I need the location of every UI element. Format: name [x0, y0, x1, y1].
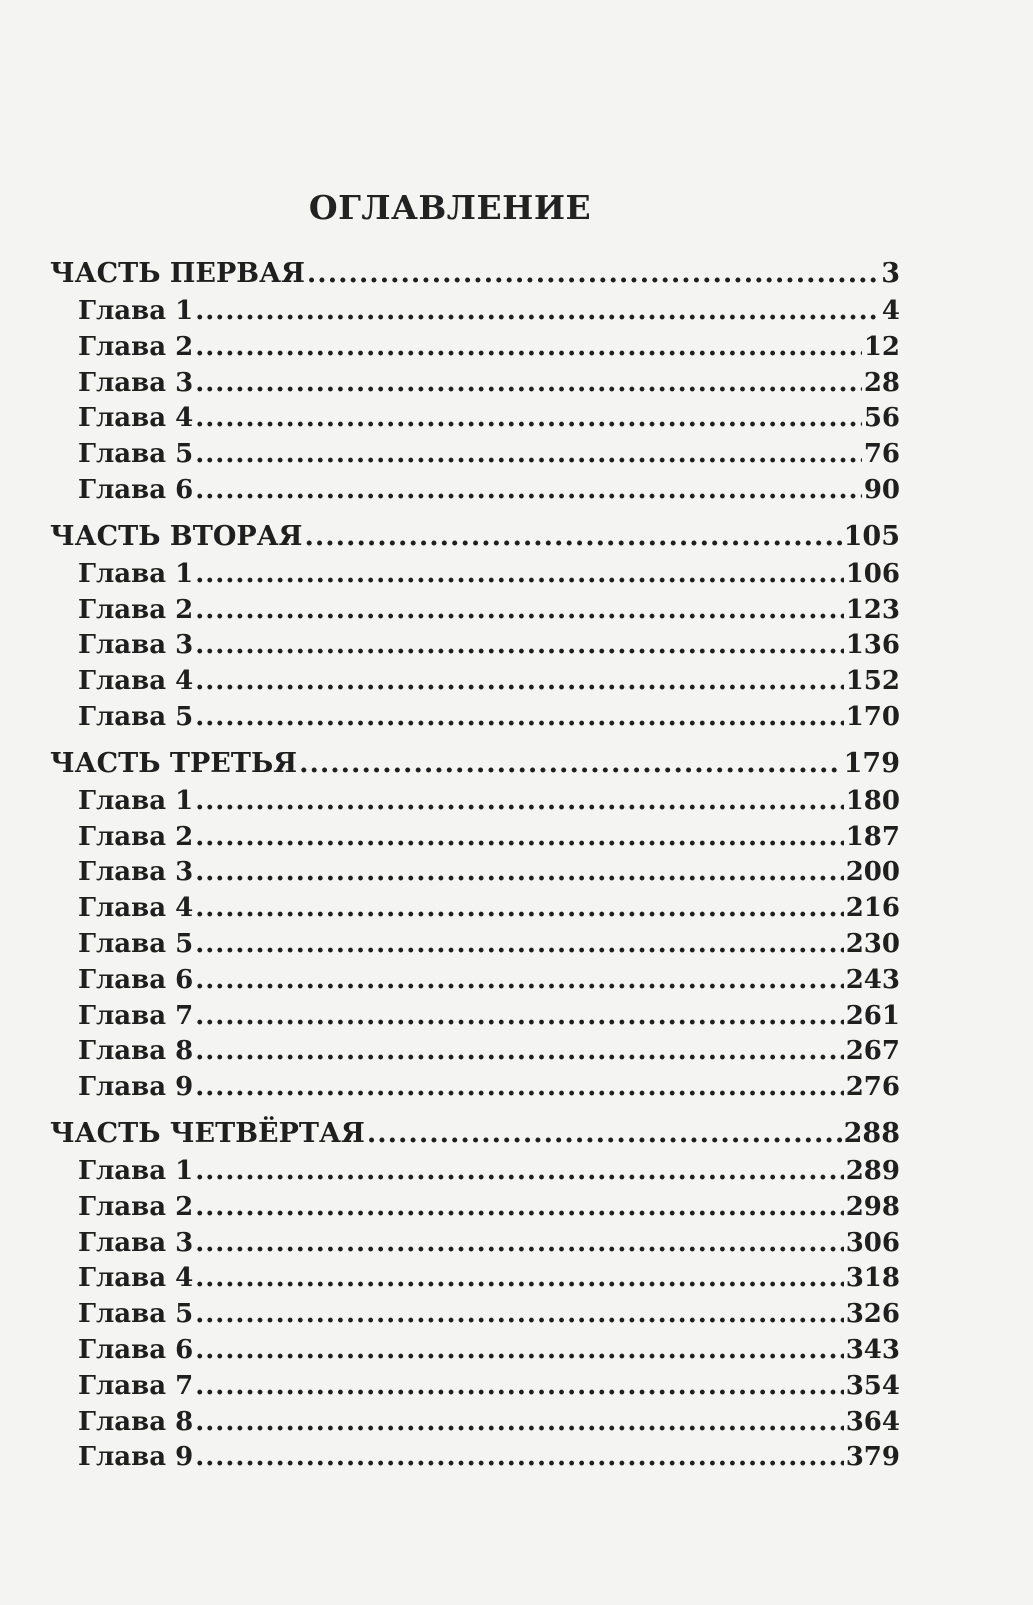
chapter-title: Глава 8	[78, 1406, 194, 1437]
dot-leader	[195, 475, 862, 505]
chapter-title: Глава 1	[78, 558, 194, 589]
toc-chapter-entry	[50, 786, 900, 822]
toc-chapter-entry	[50, 296, 900, 332]
table-of-contents	[50, 258, 900, 1478]
page-number: 216	[845, 893, 900, 924]
page-number: 90	[863, 474, 900, 505]
chapter-title: Глава 5	[78, 439, 194, 470]
dot-leader	[195, 1228, 844, 1258]
toc-chapter-entry	[50, 1299, 900, 1335]
toc-chapter-entry	[50, 1192, 900, 1228]
dot-leader	[195, 965, 844, 995]
toc-chapter-entry	[50, 893, 900, 929]
dot-leader	[195, 1407, 844, 1437]
toc-part	[50, 521, 900, 738]
chapter-title: Глава 3	[78, 1227, 194, 1258]
page-number: 306	[845, 1227, 900, 1258]
toc-chapter-entry	[50, 1407, 900, 1443]
toc-chapter-entry	[50, 368, 900, 404]
page-number: 200	[845, 857, 900, 888]
part-title: ЧАСТЬ ПЕРВАЯ	[50, 258, 305, 289]
chapter-title: Глава 9	[78, 1442, 194, 1473]
dot-leader	[195, 786, 844, 816]
chapter-title: Глава 5	[78, 928, 194, 959]
page-number: 288	[843, 1117, 900, 1149]
chapter-title: Глава 4	[78, 893, 194, 924]
page-number: 298	[845, 1191, 900, 1222]
page-number: 364	[845, 1406, 900, 1437]
page-number: 261	[845, 1000, 900, 1031]
dot-leader	[195, 1263, 844, 1293]
dot-leader	[195, 929, 844, 959]
toc-part-entry	[50, 258, 900, 296]
dot-leader	[195, 1192, 844, 1222]
chapter-title: Глава 3	[78, 630, 194, 661]
chapter-title: Глава 1	[78, 785, 194, 816]
page-number: 4	[881, 296, 900, 326]
dot-leader	[195, 403, 862, 433]
chapter-title: Глава 8	[78, 1036, 194, 1067]
page-number: 170	[845, 701, 900, 732]
dot-leader	[195, 1036, 844, 1066]
dot-leader	[195, 1442, 844, 1472]
chapter-title: Глава 7	[78, 1000, 194, 1031]
page-number: 354	[845, 1370, 900, 1401]
toc-chapter-entry	[50, 630, 900, 666]
dot-leader	[195, 666, 844, 696]
chapter-title: Глава 3	[78, 367, 194, 398]
page-number: 105	[843, 520, 900, 552]
dot-leader	[195, 1299, 844, 1329]
toc-chapter-entry	[50, 475, 900, 511]
chapter-title: Глава 9	[78, 1072, 194, 1103]
dot-leader	[299, 748, 842, 779]
toc-chapter-entry	[50, 666, 900, 702]
chapter-title: Глава 6	[78, 964, 194, 995]
dot-leader	[304, 521, 841, 552]
chapter-title: Глава 2	[78, 1191, 194, 1222]
page-number: 318	[845, 1263, 900, 1294]
toc-chapter-entry	[50, 1335, 900, 1371]
chapter-title: Глава 6	[78, 1334, 194, 1365]
toc-part-entry	[50, 748, 900, 786]
page-number: 187	[845, 821, 900, 852]
page-number: 243	[845, 964, 900, 995]
dot-leader	[195, 1001, 844, 1031]
toc-part-entry	[50, 1118, 900, 1156]
toc-chapter-entry	[50, 1072, 900, 1108]
part-title: ЧАСТЬ ЧЕТВЁРТАЯ	[50, 1117, 365, 1149]
chapter-title: Глава 1	[78, 1155, 194, 1186]
dot-leader	[195, 857, 844, 887]
toc-chapter-entry	[50, 965, 900, 1001]
dot-leader	[195, 630, 844, 660]
toc-chapter-entry	[50, 857, 900, 893]
dot-leader	[195, 822, 844, 852]
toc-chapter-entry	[50, 1156, 900, 1192]
page-number: 76	[863, 439, 900, 470]
toc-chapter-entry	[50, 1263, 900, 1299]
chapter-title: Глава 5	[78, 1299, 194, 1330]
chapter-title: Глава 3	[78, 857, 194, 888]
chapter-title: Глава 4	[78, 403, 194, 434]
part-title: ЧАСТЬ ВТОРАЯ	[50, 520, 303, 552]
chapter-title: Глава 2	[78, 331, 194, 362]
dot-leader	[195, 702, 844, 732]
toc-chapter-entry	[50, 559, 900, 595]
page-number: 106	[845, 558, 900, 589]
chapter-title: Глава 2	[78, 821, 194, 852]
toc-chapter-entry	[50, 929, 900, 965]
toc-chapter-entry	[50, 1036, 900, 1072]
toc-chapter-entry	[50, 439, 900, 475]
dot-leader	[307, 258, 879, 289]
page-title: ОГЛАВЛЕНИЕ	[308, 188, 592, 227]
page-number: 379	[845, 1442, 900, 1473]
dot-leader	[195, 893, 844, 923]
chapter-title: Глава 2	[78, 594, 194, 625]
page-number: 123	[845, 594, 900, 625]
dot-leader	[195, 296, 880, 326]
toc-chapter-entry	[50, 332, 900, 368]
page-number: 12	[863, 331, 900, 362]
page-number: 56	[863, 403, 900, 434]
toc-part	[50, 748, 900, 1108]
page-number: 230	[845, 928, 900, 959]
dot-leader	[195, 1072, 844, 1102]
dot-leader	[195, 1156, 844, 1186]
dot-leader	[195, 332, 862, 362]
chapter-title: Глава 7	[78, 1370, 194, 1401]
page-number: 136	[845, 630, 900, 661]
dot-leader	[195, 439, 862, 469]
toc-chapter-entry	[50, 702, 900, 738]
toc-part-entry	[50, 521, 900, 559]
toc-part	[50, 258, 900, 511]
page-number: 276	[845, 1072, 900, 1103]
page-number: 152	[845, 666, 900, 697]
page-number: 326	[845, 1299, 900, 1330]
dot-leader	[195, 368, 862, 398]
page-number: 28	[863, 367, 900, 398]
chapter-title: Глава 6	[78, 474, 194, 505]
chapter-title: Глава 4	[78, 666, 194, 697]
part-title: ЧАСТЬ ТРЕТЬЯ	[50, 747, 298, 779]
page-number: 3	[881, 258, 900, 289]
toc-chapter-entry	[50, 595, 900, 631]
chapter-title: Глава 5	[78, 701, 194, 732]
dot-leader	[195, 1371, 844, 1401]
toc-chapter-entry	[50, 822, 900, 858]
dot-leader	[195, 595, 844, 625]
page-number: 289	[845, 1155, 900, 1186]
chapter-title: Глава 4	[78, 1263, 194, 1294]
toc-chapter-entry	[50, 1001, 900, 1037]
page-number: 179	[843, 747, 900, 779]
toc-chapter-entry	[50, 403, 900, 439]
dot-leader	[195, 1335, 844, 1365]
page-number: 180	[845, 785, 900, 816]
page-number: 267	[845, 1036, 900, 1067]
toc-chapter-entry	[50, 1371, 900, 1407]
toc-part	[50, 1118, 900, 1478]
chapter-title: Глава 1	[78, 296, 194, 326]
dot-leader	[367, 1118, 842, 1149]
dot-leader	[195, 559, 844, 589]
toc-chapter-entry	[50, 1228, 900, 1264]
toc-chapter-entry	[50, 1442, 900, 1478]
page-number: 343	[845, 1334, 900, 1365]
